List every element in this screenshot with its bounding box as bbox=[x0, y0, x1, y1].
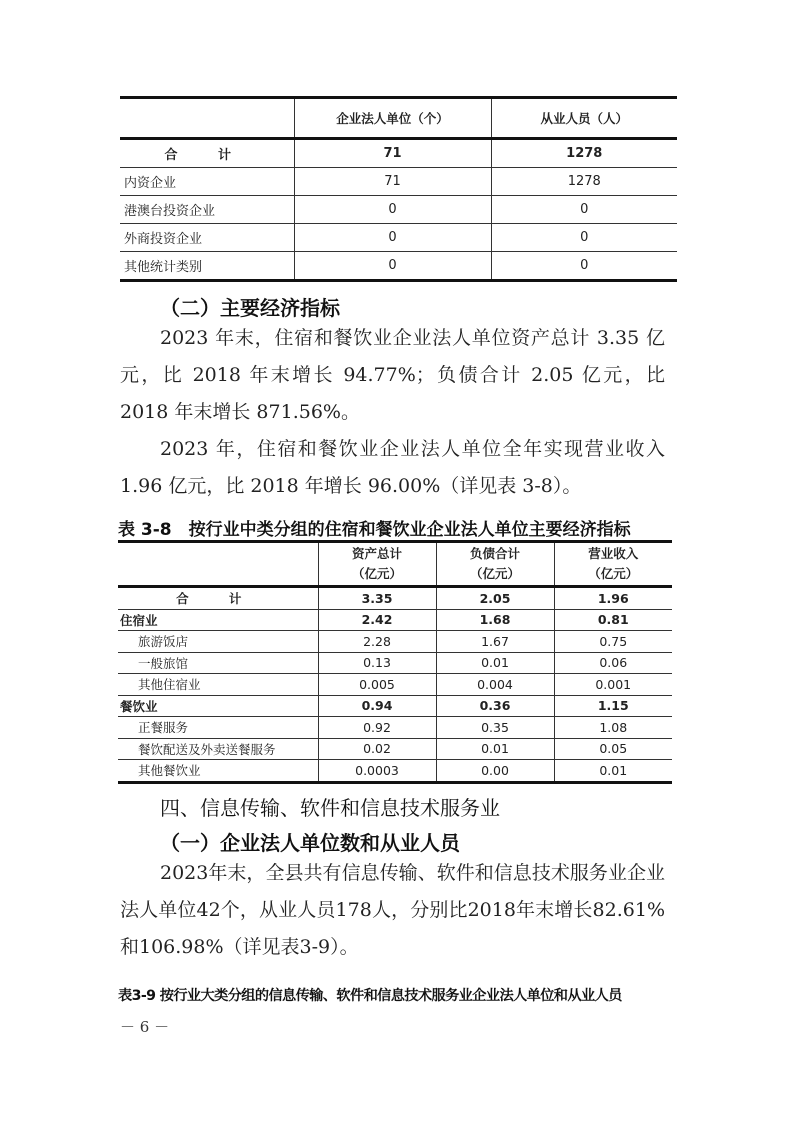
cell-assets: 0.13 bbox=[318, 652, 436, 674]
cell-liabilities: 0.004 bbox=[436, 674, 554, 696]
header-name: 营业收入 bbox=[588, 546, 639, 561]
table-caption-3-8: 表 3-8 按行业中类分组的住宿和餐饮业企业法人单位主要经济指标 bbox=[118, 520, 631, 540]
cell-employees: 0 bbox=[491, 224, 677, 252]
cell-revenue: 0.06 bbox=[554, 652, 672, 674]
row-label: 住宿业 bbox=[118, 609, 318, 631]
table-economic-indicators bbox=[118, 540, 672, 784]
cell-assets: 2.42 bbox=[318, 609, 436, 631]
table-row bbox=[118, 631, 672, 653]
paragraph-assets-liabilities: 2023 年末，住宿和餐饮业企业法人单位资产总计 3.35 亿元，比 2018 年末增长 94.77%；负债合计 2.05 亿元，比 2018 年末增长 871.56%。 bbox=[120, 327, 665, 423]
table-row-group bbox=[118, 695, 672, 717]
cell-revenue: 0.001 bbox=[554, 674, 672, 696]
header-cell-liabilities bbox=[436, 542, 554, 587]
header-name: 负债合计 bbox=[469, 546, 520, 561]
cell-assets: 0.005 bbox=[318, 674, 436, 696]
header-unit: （亿元） bbox=[588, 566, 639, 581]
cell-revenue: 1.96 bbox=[554, 587, 672, 610]
row-label: 餐饮业 bbox=[118, 695, 318, 717]
header-cell-employees: 从业人员（人） bbox=[491, 98, 677, 139]
cell-assets: 2.28 bbox=[318, 631, 436, 653]
page-number: － 6 － bbox=[120, 1018, 170, 1036]
table-row bbox=[120, 168, 677, 196]
cell-employees: 1278 bbox=[491, 168, 677, 196]
header-cell-units: 企业法人单位（个） bbox=[294, 98, 491, 139]
cell-assets: 0.02 bbox=[318, 738, 436, 760]
row-label: 其他统计类别 bbox=[120, 252, 294, 281]
cell-units: 71 bbox=[294, 139, 491, 168]
section-heading-units-employees: （一）企业法人单位数和从业人员 bbox=[160, 831, 460, 855]
cell-revenue: 1.15 bbox=[554, 695, 672, 717]
table-row bbox=[118, 717, 672, 739]
cell-liabilities: 1.67 bbox=[436, 631, 554, 653]
header-name: 资产总计 bbox=[351, 546, 402, 561]
row-label: 其他住宿业 bbox=[118, 674, 318, 696]
cell-revenue: 0.01 bbox=[554, 760, 672, 783]
table-units-employees bbox=[120, 96, 677, 282]
cell-liabilities: 1.68 bbox=[436, 609, 554, 631]
cell-assets: 0.94 bbox=[318, 695, 436, 717]
cell-liabilities: 0.36 bbox=[436, 695, 554, 717]
cell-liabilities: 0.00 bbox=[436, 760, 554, 783]
section-heading-economic-indicators: （二）主要经济指标 bbox=[160, 296, 340, 320]
header-cell-empty bbox=[118, 542, 318, 587]
table-row bbox=[118, 652, 672, 674]
row-label: 合 计 bbox=[118, 587, 318, 610]
paragraph-revenue: 2023 年，住宿和餐饮业企业法人单位全年实现营业收入 1.96 亿元，比 2018 年增长 96.00%（详见表 3-8）。 bbox=[120, 438, 665, 497]
row-label: 外商投资企业 bbox=[120, 224, 294, 252]
cell-employees: 0 bbox=[491, 196, 677, 224]
cell-liabilities: 2.05 bbox=[436, 587, 554, 610]
row-label: 旅游饭店 bbox=[118, 631, 318, 653]
table-row bbox=[118, 674, 672, 696]
table-caption-3-9: 表3-9 按行业大类分组的信息传输、软件和信息技术服务业企业法人单位和从业人员 bbox=[118, 988, 622, 1004]
cell-assets: 0.0003 bbox=[318, 760, 436, 783]
cell-revenue: 0.81 bbox=[554, 609, 672, 631]
table-header-row bbox=[120, 98, 677, 139]
row-label: 其他餐饮业 bbox=[118, 760, 318, 783]
cell-liabilities: 0.01 bbox=[436, 652, 554, 674]
cell-units: 0 bbox=[294, 196, 491, 224]
table-row bbox=[118, 738, 672, 760]
table-header-row bbox=[118, 542, 672, 587]
cell-revenue: 0.75 bbox=[554, 631, 672, 653]
cell-units: 0 bbox=[294, 252, 491, 281]
table-row bbox=[120, 196, 677, 224]
cell-employees: 0 bbox=[491, 252, 677, 281]
cell-revenue: 0.05 bbox=[554, 738, 672, 760]
header-unit: （亿元） bbox=[469, 566, 520, 581]
paragraph-it-units: 2023年末，全县共有信息传输、软件和信息技术服务业企业法人单位42个，从业人员178人，分别比2018年末增长82.61%和106.98%（详见表3-9）。 bbox=[120, 862, 665, 958]
cell-revenue: 1.08 bbox=[554, 717, 672, 739]
row-label: 港澳台投资企业 bbox=[120, 196, 294, 224]
row-label: 合 计 bbox=[120, 139, 294, 168]
table-row-total bbox=[120, 139, 677, 168]
table-row-total bbox=[118, 587, 672, 610]
cell-liabilities: 0.01 bbox=[436, 738, 554, 760]
table-row-group bbox=[118, 609, 672, 631]
cell-assets: 0.92 bbox=[318, 717, 436, 739]
chapter-heading-it-services: 四、信息传输、软件和信息技术服务业 bbox=[160, 796, 500, 820]
cell-assets: 3.35 bbox=[318, 587, 436, 610]
section2-body bbox=[120, 320, 665, 505]
section4-body bbox=[120, 855, 665, 966]
header-cell-assets bbox=[318, 542, 436, 587]
row-label: 餐饮配送及外卖送餐服务 bbox=[118, 738, 318, 760]
header-unit: （亿元） bbox=[351, 566, 402, 581]
row-label: 一般旅馆 bbox=[118, 652, 318, 674]
cell-units: 71 bbox=[294, 168, 491, 196]
cell-liabilities: 0.35 bbox=[436, 717, 554, 739]
header-cell-revenue bbox=[554, 542, 672, 587]
cell-employees: 1278 bbox=[491, 139, 677, 168]
header-cell-empty bbox=[120, 98, 294, 139]
table-row bbox=[118, 760, 672, 783]
table-row bbox=[120, 252, 677, 281]
cell-units: 0 bbox=[294, 224, 491, 252]
row-label: 内资企业 bbox=[120, 168, 294, 196]
row-label: 正餐服务 bbox=[118, 717, 318, 739]
table-row bbox=[120, 224, 677, 252]
